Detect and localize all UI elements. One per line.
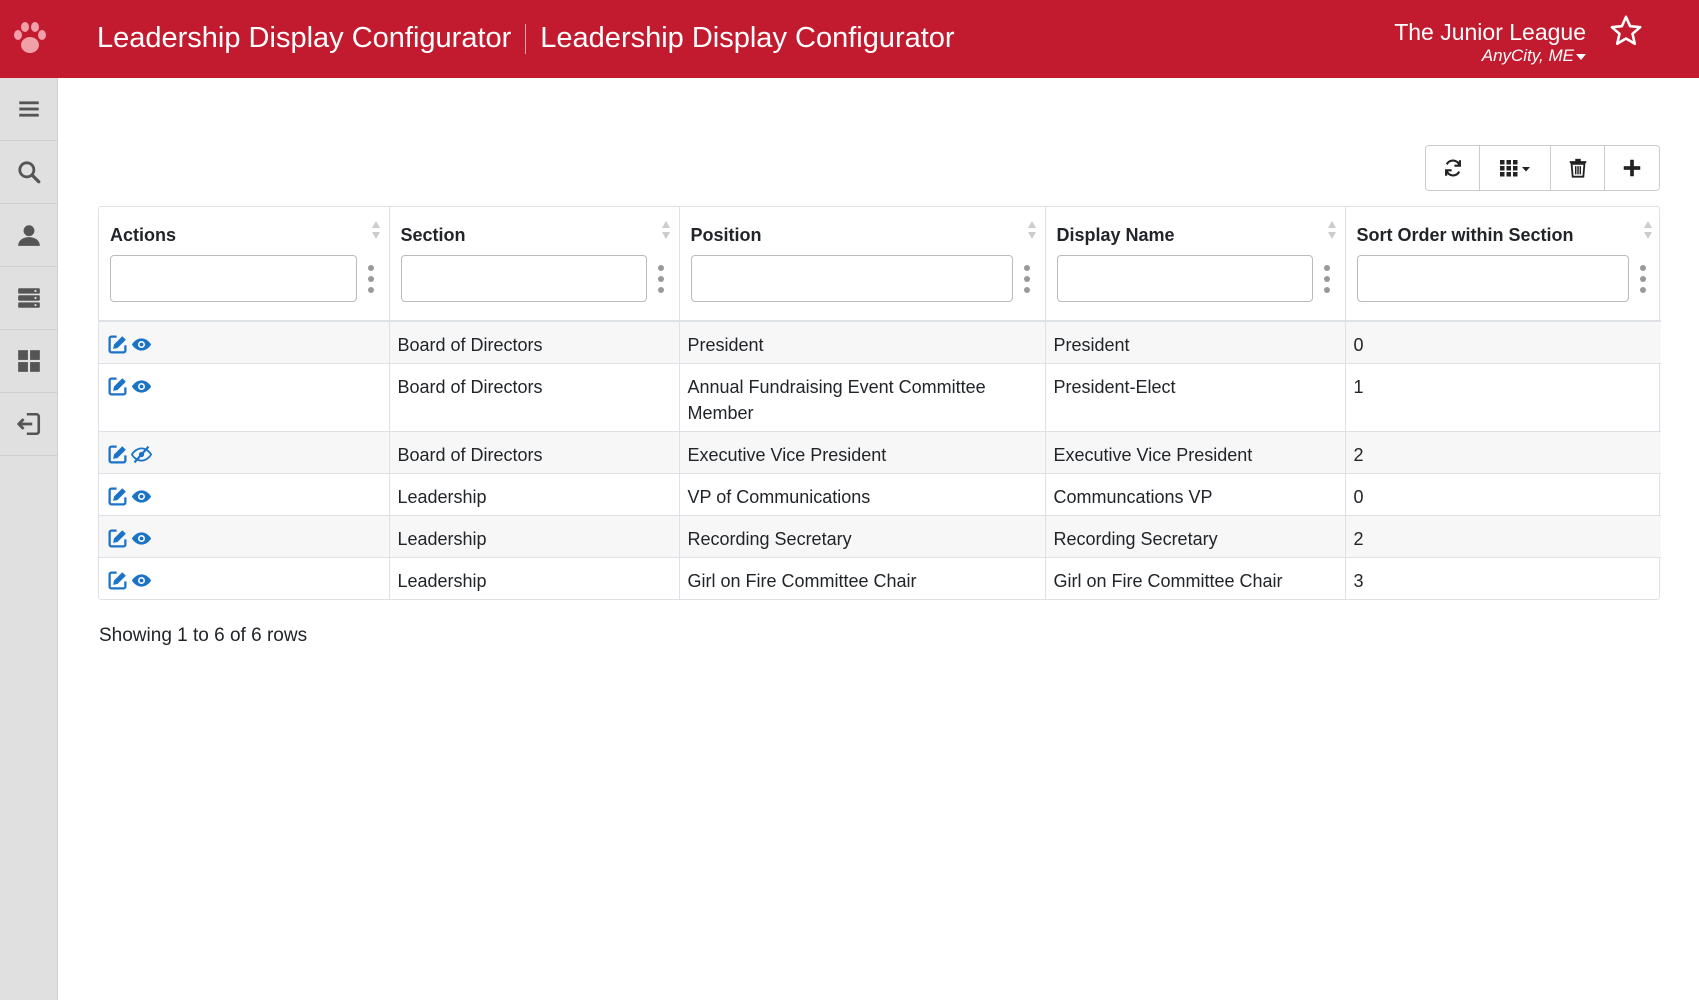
trash-icon [1567, 157, 1589, 179]
row-actions [107, 442, 381, 465]
star-outline-icon[interactable] [1609, 14, 1643, 48]
delete-button[interactable] [1551, 146, 1605, 190]
app-title: Leadership Display Configurator [97, 22, 512, 54]
cell-section: Board of Directors [389, 321, 679, 363]
cell-display-name: Girl on Fire Committee Chair [1045, 557, 1345, 599]
cell-display-name: Executive Vice President [1045, 431, 1345, 473]
table-body [99, 321, 1661, 599]
pagination-info: Showing 1 to 6 of 6 rows [99, 625, 308, 646]
page-title [97, 22, 955, 55]
cell-display-name: Communcations VP [1045, 473, 1345, 515]
table-row [99, 473, 1661, 515]
filter-options-icon[interactable] [1635, 265, 1651, 293]
cell-section: Leadership [389, 557, 679, 599]
sort-icon[interactable] [1643, 219, 1653, 241]
column-header-sort-order[interactable] [1345, 207, 1661, 321]
table-row [99, 363, 1661, 431]
cell-position: Recording Secretary [679, 515, 1045, 557]
filter-options-icon[interactable] [1319, 265, 1335, 293]
filter-input-display-name[interactable] [1057, 255, 1313, 302]
filter-options-icon[interactable] [363, 265, 379, 293]
server-icon [16, 285, 42, 311]
cell-actions [99, 557, 389, 599]
cell-sort-order: 2 [1345, 515, 1661, 557]
row-actions [107, 568, 381, 591]
refresh-button[interactable] [1426, 146, 1480, 190]
cell-section: Board of Directors [389, 431, 679, 473]
table-toolbar [1425, 145, 1660, 191]
columns-toggle-button[interactable] [1480, 146, 1551, 190]
app-header [0, 0, 1699, 78]
columns-dropdown-icon [1497, 157, 1533, 179]
edit-icon[interactable] [107, 570, 128, 591]
sort-icon[interactable] [661, 219, 671, 241]
cell-position: Executive Vice President [679, 431, 1045, 473]
column-label: Position [690, 225, 762, 245]
org-city-row [1394, 46, 1586, 66]
cell-sort-order: 0 [1345, 473, 1661, 515]
cell-actions [99, 321, 389, 363]
column-label: Actions [110, 225, 177, 245]
column-header-actions[interactable] [99, 207, 389, 321]
cell-position: President [679, 321, 1045, 363]
cell-sort-order: 1 [1345, 363, 1661, 431]
title-divider [525, 24, 526, 54]
filter-row [691, 255, 1035, 302]
filter-input-actions[interactable] [110, 255, 357, 302]
sort-icon[interactable] [371, 219, 381, 241]
sidebar-item-menu[interactable] [0, 78, 58, 141]
filter-row [401, 255, 669, 302]
filter-options-icon[interactable] [653, 265, 669, 293]
caret-down-icon [1576, 54, 1586, 60]
paw-icon[interactable] [10, 18, 50, 58]
table-row [99, 557, 1661, 599]
cell-position: Girl on Fire Committee Chair [679, 557, 1045, 599]
filter-input-section[interactable] [401, 255, 647, 302]
cell-sort-order: 3 [1345, 557, 1661, 599]
filter-input-position[interactable] [691, 255, 1013, 302]
edit-icon[interactable] [107, 334, 128, 355]
sort-icon[interactable] [1327, 219, 1337, 241]
visible-eye-icon[interactable] [131, 528, 152, 549]
filter-options-icon[interactable] [1019, 265, 1035, 293]
grid-icon [16, 348, 42, 374]
cell-section: Board of Directors [389, 363, 679, 431]
cell-section: Leadership [389, 515, 679, 557]
org-switcher[interactable] [1394, 18, 1586, 66]
visible-eye-icon[interactable] [131, 486, 152, 507]
column-header-display-name[interactable] [1045, 207, 1345, 321]
cell-position: Annual Fundraising Event Committee Member [679, 363, 1045, 431]
edit-icon[interactable] [107, 528, 128, 549]
edit-icon[interactable] [107, 444, 128, 465]
cell-actions [99, 363, 389, 431]
add-button[interactable] [1605, 146, 1659, 190]
row-actions [107, 484, 381, 507]
row-actions [107, 374, 381, 397]
sidebar-item-data[interactable] [0, 267, 58, 330]
logout-icon [16, 411, 42, 437]
cell-sort-order: 2 [1345, 431, 1661, 473]
cell-position: VP of Communications [679, 473, 1045, 515]
leadership-table [98, 206, 1660, 600]
visible-eye-icon[interactable] [131, 570, 152, 591]
column-label: Section [400, 225, 466, 245]
column-header-position[interactable] [679, 207, 1045, 321]
sidebar-item-logout[interactable] [0, 393, 58, 456]
menu-icon [16, 96, 42, 122]
table-row [99, 515, 1661, 557]
edit-icon[interactable] [107, 486, 128, 507]
edit-icon[interactable] [107, 376, 128, 397]
cell-actions [99, 473, 389, 515]
column-label: Display Name [1056, 225, 1175, 245]
refresh-icon [1442, 157, 1464, 179]
row-actions [107, 526, 381, 549]
plus-icon [1621, 157, 1643, 179]
org-city: AnyCity, ME [1481, 46, 1574, 65]
org-name: The Junior League [1394, 19, 1586, 45]
sidebar [0, 78, 58, 1000]
table-row [99, 321, 1661, 363]
table-row [99, 431, 1661, 473]
column-header-section[interactable] [389, 207, 679, 321]
cell-actions [99, 431, 389, 473]
sort-icon[interactable] [1027, 219, 1037, 241]
filter-row [1057, 255, 1335, 302]
row-actions [107, 332, 381, 355]
visible-eye-icon[interactable] [131, 376, 152, 397]
sidebar-item-dashboard[interactable] [0, 330, 58, 393]
user-icon [16, 222, 42, 248]
filter-input-sort-order[interactable] [1357, 255, 1630, 302]
column-label: Sort Order within Section [1356, 225, 1574, 245]
filter-row [1357, 255, 1652, 302]
page-subtitle: Leadership Display Configurator [540, 22, 955, 54]
hidden-eye-slash-icon[interactable] [131, 444, 152, 465]
cell-actions [99, 515, 389, 557]
cell-section: Leadership [389, 473, 679, 515]
cell-display-name: Recording Secretary [1045, 515, 1345, 557]
cell-display-name: President-Elect [1045, 363, 1345, 431]
cell-display-name: President [1045, 321, 1345, 363]
visible-eye-icon[interactable] [131, 334, 152, 355]
sidebar-item-search[interactable] [0, 141, 58, 204]
cell-sort-order: 0 [1345, 321, 1661, 363]
sidebar-item-profile[interactable] [0, 204, 58, 267]
filter-row [110, 255, 379, 302]
search-icon [16, 159, 42, 185]
